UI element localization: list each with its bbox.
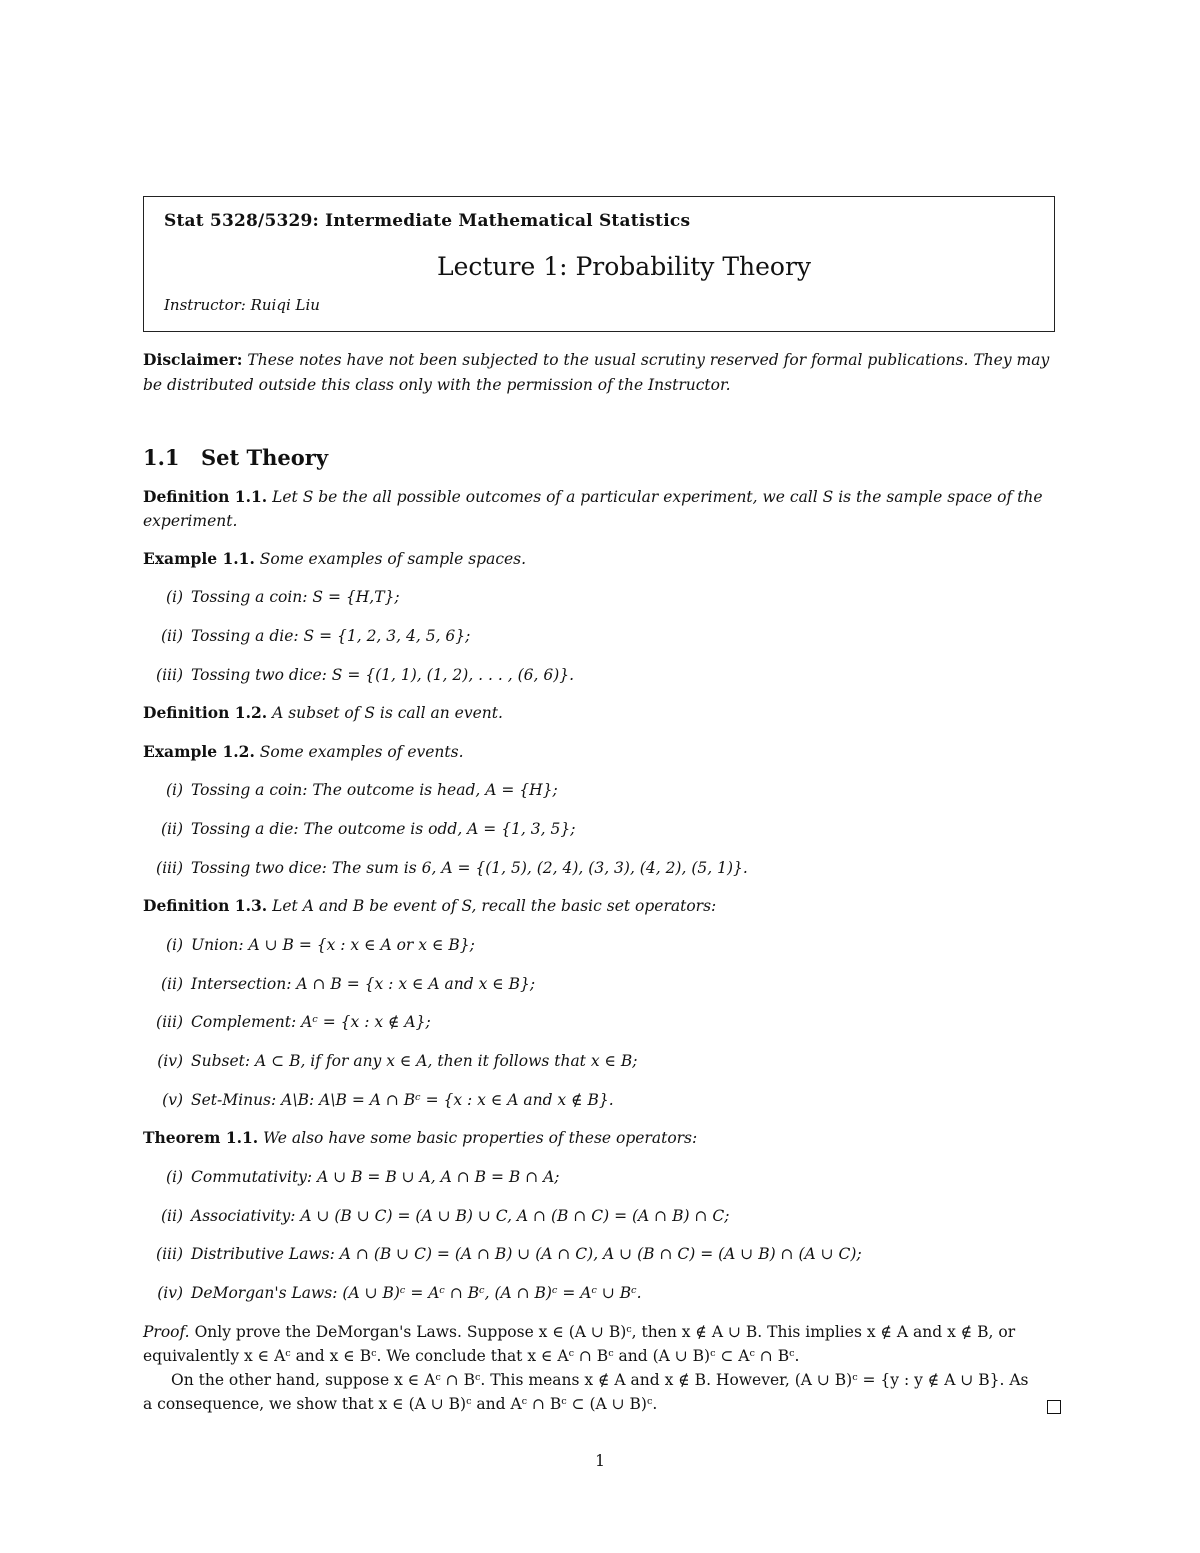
course-title: Stat 5328/5329: Intermediate Mathematical Statistics <box>164 211 691 231</box>
example-label: Example 1.1. <box>143 549 255 568</box>
theorem-text: We also have some basic properties of these operators: <box>263 1129 698 1147</box>
example-1-1 <box>143 547 1061 571</box>
definition-text: Let A and B be event of S, recall the basic set operators: <box>272 897 717 915</box>
list-text: DeMorgan's Laws: (A ∪ B)ᶜ = Aᶜ ∩ Bᶜ, (A ∩ B)ᶜ = Aᶜ ∪ Bᶜ. <box>191 1284 642 1302</box>
list-marker: (ii) <box>160 820 183 838</box>
page-number: 1 <box>595 1452 605 1470</box>
list-text: Intersection: A ∩ B = {x : x ∈ A and x ∈ B}; <box>191 975 536 993</box>
list-marker: (i) <box>165 1168 183 1186</box>
list-text: Tossing two dice: S = {(1, 1), (1, 2), . . . , (6, 6)}. <box>191 666 575 684</box>
list-item <box>143 778 1061 802</box>
qed-square-icon <box>1047 1400 1061 1414</box>
proof-paragraph-1 <box>143 1320 1061 1368</box>
list-marker: (v) <box>162 1091 183 1109</box>
list-item <box>143 585 1061 609</box>
definition-text: Let S be the all possible outcomes of a particular experiment, we call S is the sample space of the experiment. <box>143 488 1043 530</box>
disclaimer-text: These notes have not been subjected to the usual scrutiny reserved for formal publications. They may be distributed outside this class only with the permission of the Instructor. <box>143 351 1050 394</box>
definition-1-3 <box>143 894 1061 918</box>
definition-label: Definition 1.3. <box>143 896 268 915</box>
list-item <box>143 624 1061 648</box>
list-marker: (ii) <box>160 627 183 645</box>
list-item <box>143 1281 1061 1305</box>
proof-text-1: Only prove the DeMorgan's Laws. Suppose x ∈ (A ∪ B)ᶜ, then x ∉ A ∪ B. This implies x ∉ A and x ∉ B, or equivalently x ∈ Aᶜ and x ∈ Bᶜ. We conclude that x ∈ Aᶜ ∩ Bᶜ and (A ∪ B)ᶜ ⊂ Aᶜ ∩ Bᶜ. <box>143 1323 1016 1365</box>
list-item <box>143 817 1061 841</box>
example-text: Some examples of sample spaces. <box>259 550 527 568</box>
list-text: Tossing a coin: S = {H,T}; <box>191 588 400 606</box>
list-text: Tossing a die: S = {1, 2, 3, 4, 5, 6}; <box>191 627 471 645</box>
list-text: Tossing two dice: The sum is 6, A = {(1, 5), (2, 4), (3, 3), (4, 2), (5, 1)}. <box>191 859 748 877</box>
list-item <box>143 1049 1061 1073</box>
definition-1-2 <box>143 701 1061 725</box>
disclaimer <box>143 347 1061 398</box>
list-text: Subset: A ⊂ B, if for any x ∈ A, then it follows that x ∈ B; <box>191 1052 638 1070</box>
list-marker: (iv) <box>157 1284 183 1302</box>
section-number: 1.1 <box>143 445 180 470</box>
example-text: Some examples of events. <box>259 743 464 761</box>
lecture-title: Lecture 1: Probability Theory <box>436 252 812 281</box>
list-item <box>143 1242 1061 1266</box>
definition-label: Definition 1.2. <box>143 703 268 722</box>
instructor-line: Instructor: Ruiqi Liu <box>164 296 320 314</box>
list-text: Distributive Laws: A ∩ (B ∪ C) = (A ∩ B) ∪ (A ∩ C), A ∪ (B ∩ C) = (A ∪ B) ∩ (A ∪ C); <box>191 1245 862 1263</box>
list-marker: (i) <box>165 936 183 954</box>
list-marker: (i) <box>165 781 183 799</box>
list-marker: (ii) <box>160 1207 183 1225</box>
list-marker: (iii) <box>156 859 183 877</box>
section-heading <box>143 445 328 470</box>
section-title: Set Theory <box>201 445 329 470</box>
disclaimer-label: Disclaimer: <box>143 350 243 369</box>
definition-text: A subset of S is call an event. <box>272 704 503 722</box>
list-text: Complement: Aᶜ = {x : x ∉ A}; <box>191 1013 431 1031</box>
proof-paragraph-2 <box>143 1368 1061 1416</box>
list-marker: (ii) <box>160 975 183 993</box>
theorem-1-1 <box>143 1126 1061 1150</box>
list-marker: (iii) <box>156 1013 183 1031</box>
list-marker: (i) <box>165 588 183 606</box>
list-marker: (iv) <box>157 1052 183 1070</box>
list-text: Tossing a die: The outcome is odd, A = {1, 3, 5}; <box>191 820 576 838</box>
list-item <box>143 933 1061 957</box>
definition-label: Definition 1.1. <box>143 487 268 506</box>
example-1-2 <box>143 740 1061 764</box>
theorem-label: Theorem 1.1. <box>143 1128 259 1147</box>
list-item <box>143 1204 1061 1228</box>
list-item <box>143 972 1061 996</box>
definition-1-1 <box>143 485 1061 533</box>
lecture-header-box <box>143 196 1055 332</box>
list-text: Tossing a coin: The outcome is head, A = {H}; <box>191 781 558 799</box>
list-item <box>143 1165 1061 1189</box>
proof-block <box>143 1320 1061 1416</box>
list-text: Union: A ∪ B = {x : x ∈ A or x ∈ B}; <box>191 936 475 954</box>
list-item <box>143 663 1061 687</box>
proof-text-2: On the other hand, suppose x ∈ Aᶜ ∩ Bᶜ. This means x ∉ A and x ∉ B. However, (A ∪ B)ᶜ = {y : y ∉ A ∪ B}. As a consequence, we show that x ∈ (A ∪ B)ᶜ and Aᶜ ∩ Bᶜ ⊂ (A ∪ B)ᶜ. <box>143 1371 1029 1413</box>
list-text: Commutativity: A ∪ B = B ∪ A, A ∩ B = B ∩ A; <box>191 1168 560 1186</box>
list-marker: (iii) <box>156 666 183 684</box>
list-item <box>143 1010 1061 1034</box>
example-label: Example 1.2. <box>143 742 255 761</box>
list-item <box>143 1088 1061 1112</box>
list-text: Associativity: A ∪ (B ∪ C) = (A ∪ B) ∪ C, A ∩ (B ∩ C) = (A ∩ B) ∩ C; <box>191 1207 730 1225</box>
list-marker: (iii) <box>156 1245 183 1263</box>
proof-label: Proof. <box>143 1323 190 1341</box>
list-item <box>143 856 1061 880</box>
list-text: Set-Minus: A\B: A\B = A ∩ Bᶜ = {x : x ∈ A and x ∉ B}. <box>191 1091 614 1109</box>
